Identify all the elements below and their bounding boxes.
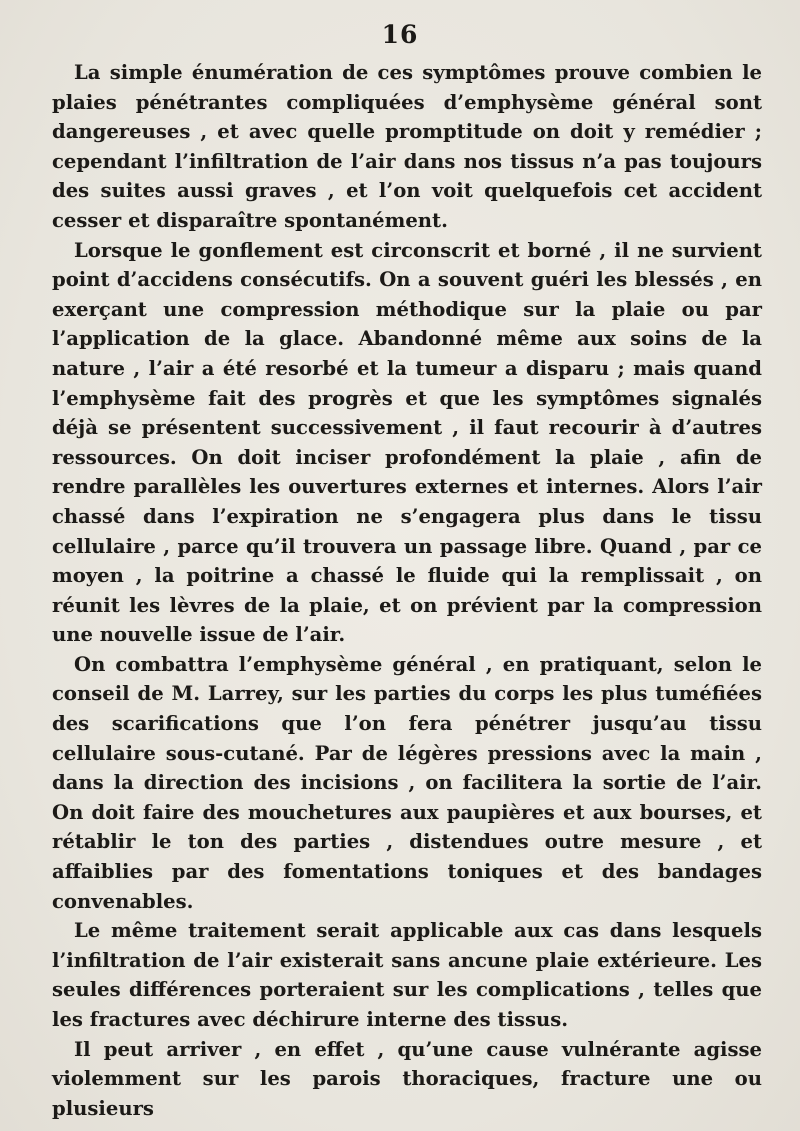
paragraph-3: On combattra l’emphysème général , en pratiquant, selon le conseil de M. Larrey, sur les parties du corps les plus tuméfiées des scarifications que l’on fera pénétrer jusqu’au tissu cellulaire sous-cutané. Par de légères pressions avec la main , dans la direction des incisions , on facilitera la sortie de l’air. On doit faire des mouchetures aux paupières et aux bourses, et rétablir le ton des parties , distendues outre mesure , et affaiblies par des fomentations toniques et des bandages convenables. [52, 652, 762, 913]
paragraph-1: La simple énumération de ces symptômes prouve combien le plaies pénétrantes compliquées d’emphysème général sont dangereuses , et avec quelle promptitude on doit y remédier ; cependant l’infiltration de l’air dans nos tissus n’a pas toujours des suites aussi graves , et l’on voit quelquefois cet accident cesser et disparaître spontanément. [52, 61, 762, 232]
paragraph-5: Il peut arriver , en effet , qu’une cause vulnérante agisse violemment sur les parois thoraciques, fracture une ou plusieurs [52, 1037, 762, 1120]
paragraph-2: Lorsque le gonflement est circonscrit et borné , il ne survient point d’accidens consécutifs. On a souvent guéri les blessés , en exerçant une compression méthodique sur la plaie ou par l’application de la glace. Abandonné même aux soins de la nature , l’air a été resorbé et la tumeur a disparu ; mais quand l’emphysème fait des progrès et que les symptômes signalés déjà se présentent successivement , il faut recourir à d’autres ressources. On doit inciser profondément la plaie , afin de rendre parallèles les ouvertures externes et internes. Alors l’air chassé dans l’expiration ne s’engagera plus dans le tissu cellulaire , parce qu’il trouvera un passage libre. Quand , par ce moyen , la poitrine a chassé le fluide qui la remplissait , on réunit les lèvres de la plaie, et on prévient par la compression une nouvelle issue de l’air. [52, 238, 762, 647]
paragraph-4: Le même traitement serait applicable aux cas dans lesquels l’infiltration de l’air existerait sans ancune plaie extérieure. Les seules différences porteraient sur les complications , telles que les fractures avec déchirure interne des tissus. [52, 919, 762, 1031]
page-number: 16 [381, 20, 419, 49]
page-text-body [52, 58, 762, 1123]
